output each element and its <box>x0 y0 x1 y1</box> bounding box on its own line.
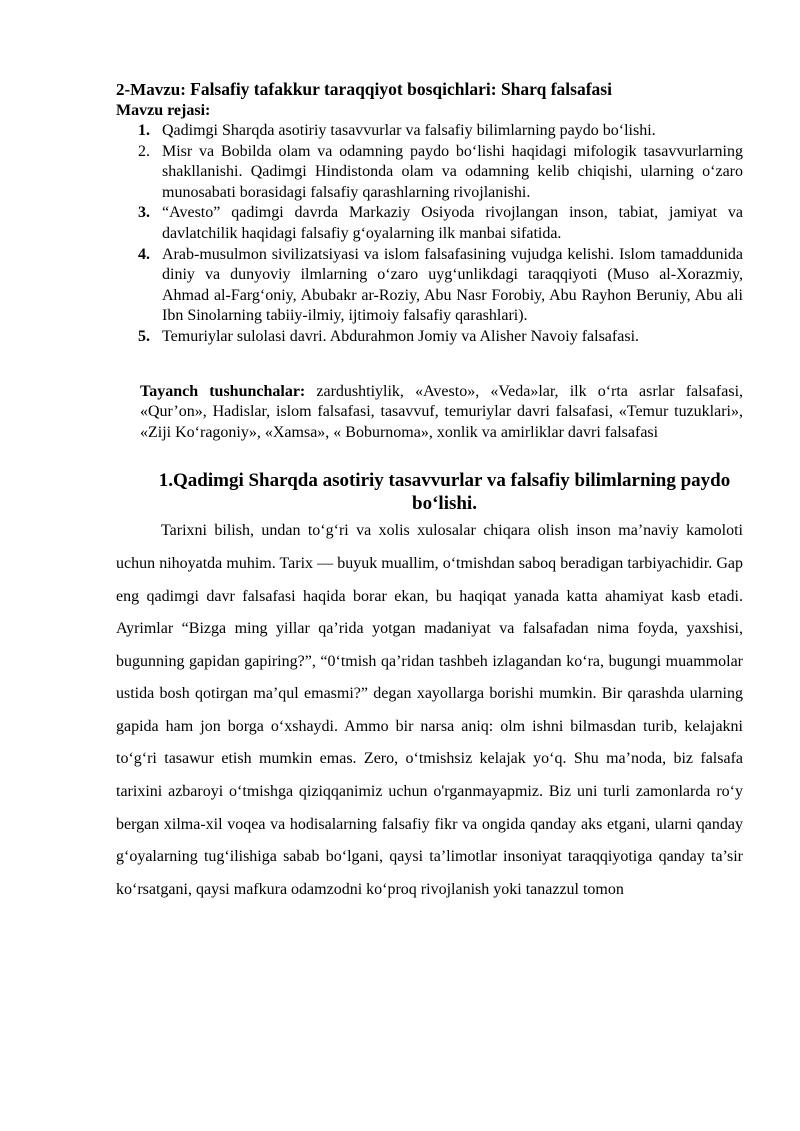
document-page <box>116 78 743 906</box>
plan-item <box>116 245 743 327</box>
body-paragraph: Tarixni bilish, undan to‘g‘ri va xolis xulosalar chiqara olish inson ma’naviy kamoloti uchun nihoyatda muhim. Tarix — buyuk muallim, o‘tmishdan saboq beradigan tarbiyachidir. Gap eng qadimgi davr falsafasi haqida borar ekan, bu haqiqat yanada katta ahamiyat kasb etadi. Ayrimlar “Bizga ming yillar qa’rida yotgan madaniyat va falsafadan nima foyda, yaxshisi, bugunning gapidan gapiring?”, “0‘tmish qa’ridan tashbeh izlagandan ko‘ra, bugungi muammolar ustida bosh qotirgan ma’qul emasmi?” degan xayollarga borishi mumkin. Bir qarashda ularning gapida ham jon borga o‘xshaydi. Ammo bir narsa aniq: olm ishni bilmasdan turib, kelajakni to‘g‘ri tasawur etish mumkin emas. Zero, o‘tmishsiz kelajak yo‘q. Shu ma’noda, biz falsafa tarixini azbaroyi o‘tmishga qiziqqanimiz uchun o'rganmayapmiz. Biz uni turli zamonlarda ro‘y bergan xilma-xil voqea va hodisalarning falsafiy fikr va ongida qanday aks etgani, ularni qanday g‘oyalarning tug‘ilishiga sabab bo‘lgani, qaysi ta’limotlar insoniyat taraqqiyotiga qanday ta’sir ko‘rsatgani, qaysi mafkura odamzodni ko‘proq rivojlanish yoki tanazzul tomon <box>116 522 743 898</box>
plan-item-text: Arab-musulmon sivilizatsiyasi va islom falsafasining vujudga kelishi. Islom tamaddunida diniy va dunyoviy ilmlarning o‘zaro uyg‘unlikdagi taraqqiyoti (Muso al-Xorazmiy, Ahmad al-Farg‘oniy, Abubakr ar-Roziy, Abu Nasr Forobiy, Abu Rayhon Beruniy, Abu ali Ibn Sinolarning tabiiy-ilmiy, ijtimoiy falsafiy qarashlari). <box>162 245 743 325</box>
key-concepts-label: Tayanch tushunchalar: <box>140 382 306 400</box>
plan-item <box>116 203 743 244</box>
plan-label: Mavzu rejasi: <box>116 102 211 119</box>
section-heading: 1.Qadimgi Sharqda asotiriy tasavvurlar va falsafiy bilimlarning paydo bo‘lishi. <box>158 470 731 515</box>
key-concepts-text: zardushtiylik, «Avesto», «Veda»lar, ilk o‘rta asrlar falsafasi, «Qur’on», Hadislar, islom falsafasi, tasavvuf, temuriylar davri falsafasi, «Temur tuzuklari», «Ziji Ko‘ragoniy», «Xamsa», « Boburnoma», xonlik va amirliklar davri falsafasi <box>140 382 744 441</box>
plan-item <box>116 142 743 204</box>
plan-item-text: “Avesto” qadimgi davrda Markaziy Osiyoda rivojlangan inson, tabiat, jamiyat va davlatchilik haqidagi falsafiy g‘oyalarning ilk manbai sifatida. <box>162 204 743 242</box>
plan-item-text: Qadimgi Sharqda asotiriy tasavvurlar va falsafiy bilimlarning paydo bo‘lishi. <box>162 122 656 139</box>
plan-item <box>116 327 743 348</box>
plan-item <box>116 121 743 142</box>
key-concepts <box>140 382 743 444</box>
plan-item-number: 5. <box>138 327 150 345</box>
plan-item-text: Temuriylar sulolasi davri. Abdurahmon Jomiy va Alisher Navoiy falsafasi. <box>162 327 640 345</box>
plan-list <box>116 121 743 348</box>
plan-item-number: 2. <box>138 142 150 160</box>
plan-item-number: 3. <box>138 204 150 222</box>
plan-item-number: 4. <box>138 245 150 263</box>
plan-item-text: Misr va Bobilda olam va odamning paydo bo‘lishi haqidagi mifologik tasavvurlarning shakllanishi. Qadimgi Hindistonda olam va odamning kelib chiqishi, ularning o‘zaro munosabati borasidagi falsafiy qarashlarning rivojlanishi. <box>162 142 743 201</box>
topic-title: Falsafiy tafakkur taraqqiyot bosqichlari: Sharq falsafasi <box>190 79 612 99</box>
topic-heading <box>116 78 743 101</box>
plan-item-number: 1. <box>138 122 150 139</box>
topic-prefix: 2-Mavzu: <box>116 80 191 99</box>
